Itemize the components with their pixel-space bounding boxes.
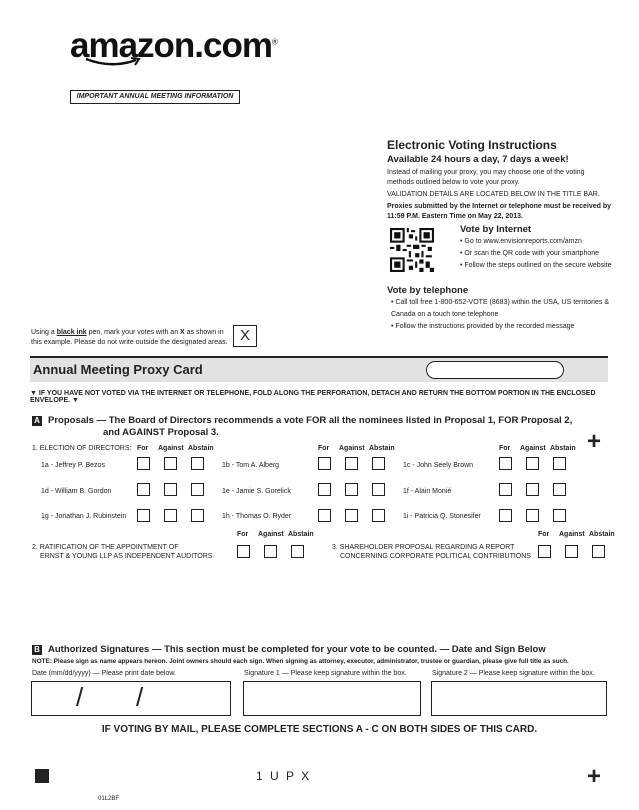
section-a-letter: A — [32, 416, 42, 426]
proposal-2-label: 2. RATIFICATION OF THE APPOINTMENT OF ERNST & YOUNG LLP AS INDEPENDENT AUDITORS — [32, 544, 213, 560]
internet-bullet: • Go to www.envisionreports.com/amzn — [460, 238, 582, 245]
vote-checkbox-abstain[interactable] — [191, 457, 204, 470]
vote-checkbox-for[interactable] — [318, 509, 331, 522]
date-label: Date (mm/dd/yyyy) — Please print date below. — [32, 670, 176, 677]
vote-checkbox-abstain[interactable] — [372, 483, 385, 496]
proposal-2-for-checkbox[interactable] — [237, 545, 250, 558]
telephone-bullet: • Call toll free 1-800-652-VOTE (8683) within the USA, US territories & Canada on a touch tone telephone — [391, 299, 609, 318]
section-b-letter: B — [32, 645, 42, 655]
vote-checkbox-for[interactable] — [318, 457, 331, 470]
vote-checkbox-for[interactable] — [137, 509, 150, 522]
section-a-title-1: Proposals — The Board of Directors recommends a vote FOR all the nominees listed in Proposal 1, FOR Proposal 2, — [48, 415, 573, 426]
nominee-label: 1a - Jeffrey P. Bezos — [41, 462, 105, 469]
plus-icon: + — [587, 763, 602, 790]
signature-2-field[interactable] — [431, 681, 607, 716]
date-field[interactable] — [31, 681, 231, 716]
nominee-label: 1b - Tom A. Alberg — [222, 462, 280, 469]
col-against: Against — [258, 531, 284, 538]
registration-mark — [35, 769, 49, 783]
col-for: For — [137, 445, 149, 452]
nominee-label: 1d - William B. Gordon — [41, 488, 112, 495]
evi-availability: Available 24 hours a day, 7 days a week! — [387, 154, 569, 165]
evi-deadline: Proxies submitted by the Internet or telephone must be received by 11:59 P.M. Eastern Time on May 22, 2013. — [387, 203, 612, 220]
vote-checkbox-against[interactable] — [164, 483, 177, 496]
proposal-3-abstain-checkbox[interactable] — [592, 545, 605, 558]
internet-bullets — [460, 236, 612, 272]
arrow-down-icon: ▼ — [30, 390, 37, 397]
election-label: 1. ELECTION OF DIRECTORS: — [32, 445, 132, 452]
proposal-3-for-checkbox[interactable] — [538, 545, 551, 558]
example-mark-box: X — [233, 325, 257, 347]
col-abstain: Abstain — [589, 531, 615, 538]
col-for: For — [318, 445, 330, 452]
evi-intro: Instead of mailing your proxy, you may choose one of the voting methods outlined below to vote your proxy. — [387, 169, 585, 186]
vote-checkbox-against[interactable] — [526, 483, 539, 496]
nominee-label: 1i - Patricia Q. Stonesifer — [403, 513, 481, 520]
vote-checkbox-for[interactable] — [499, 457, 512, 470]
amazon-smile-icon — [84, 56, 144, 68]
vote-checkbox-abstain[interactable] — [553, 509, 566, 522]
col-against: Against — [339, 445, 365, 452]
vote-checkbox-abstain[interactable] — [553, 457, 566, 470]
upx-code: 1 U P X — [256, 769, 312, 783]
signature-2-label: Signature 2 — Please keep signature within the box. — [432, 670, 595, 677]
vote-checkbox-for[interactable] — [137, 483, 150, 496]
vote-checkbox-abstain[interactable] — [191, 483, 204, 496]
date-slash: / — [136, 682, 144, 712]
col-against: Against — [158, 445, 184, 452]
section-a-title-2: and AGAINST Proposal 3. — [103, 427, 219, 438]
col-abstain: Abstain — [288, 531, 314, 538]
vote-checkbox-for[interactable] — [137, 457, 150, 470]
proposal-2-abstain-checkbox[interactable] — [291, 545, 304, 558]
proposal-2-against-checkbox[interactable] — [264, 545, 277, 558]
section-b-title: Authorized Signatures — This section must be completed for your vote to be counted. — Date and Sign Below — [48, 644, 546, 655]
nominee-label: 1h - Thomas O. Ryder — [222, 513, 292, 520]
fold-notice: ▼ IF YOU HAVE NOT VOTED VIA THE INTERNET OR TELEPHONE, FOLD ALONG THE PERFORATION, DETACH AND RETURN THE BOTTOM PORTION IN THE ENCLOSED ENVELOPE. ▼ — [30, 390, 596, 404]
signature-1-label: Signature 1 — Please keep signature within the box. — [244, 670, 407, 677]
nominee-label: 1f - Alain Monié — [403, 488, 452, 495]
vote-checkbox-abstain[interactable] — [372, 457, 385, 470]
evi-title: Electronic Voting Instructions — [387, 138, 557, 152]
meeting-info-box: IMPORTANT ANNUAL MEETING INFORMATION — [70, 90, 240, 104]
signature-1-field[interactable] — [243, 681, 421, 716]
vote-checkbox-against[interactable] — [164, 457, 177, 470]
arrow-down-icon: ▼ — [72, 397, 79, 404]
col-against: Against — [520, 445, 546, 452]
col-against: Against — [559, 531, 585, 538]
vote-checkbox-against[interactable] — [526, 457, 539, 470]
col-for: For — [538, 531, 550, 538]
vote-checkbox-for[interactable] — [318, 483, 331, 496]
date-slash: / — [76, 682, 84, 712]
col-abstain: Abstain — [188, 445, 214, 452]
amazon-logo: amazon.com® — [70, 26, 277, 65]
vote-checkbox-against[interactable] — [526, 509, 539, 522]
col-for: For — [237, 531, 249, 538]
nominee-label: 1c - John Seely Brown — [403, 462, 474, 469]
col-abstain: Abstain — [550, 445, 576, 452]
telephone-bullet: • Follow the instructions provided by the recorded message — [391, 323, 575, 330]
qr-code-icon — [390, 228, 434, 272]
vote-checkbox-against[interactable] — [345, 509, 358, 522]
vote-checkbox-abstain[interactable] — [553, 483, 566, 496]
vote-checkbox-abstain[interactable] — [372, 509, 385, 522]
col-for: For — [499, 445, 511, 452]
proposal-3-label: 3. SHAREHOLDER PROPOSAL REGARDING A REPORT CONCERNING CORPORATE POLITICAL CONTRIBUTIONS — [332, 544, 531, 560]
validation-oval — [426, 361, 564, 379]
nominee-label: 1e - Jamie S. Gorelick — [222, 488, 291, 495]
vote-checkbox-for[interactable] — [499, 509, 512, 522]
vote-checkbox-against[interactable] — [345, 483, 358, 496]
telephone-bullets — [391, 297, 616, 333]
vote-telephone-title: Vote by telephone — [387, 285, 469, 296]
proposal-3-against-checkbox[interactable] — [565, 545, 578, 558]
marking-instruction: Using a black ink pen, mark your votes with an X as shown in this example. Please do not write outside the designated areas. — [31, 329, 228, 346]
plus-icon: + — [587, 428, 602, 455]
internet-bullet: • Follow the steps outlined on the secure website — [460, 262, 612, 269]
vote-checkbox-for[interactable] — [499, 483, 512, 496]
vote-internet-title: Vote by Internet — [460, 224, 532, 235]
vote-checkbox-against[interactable] — [345, 457, 358, 470]
vote-checkbox-abstain[interactable] — [191, 509, 204, 522]
nominee-label: 1g - Jonathan J. Rubinstein — [41, 513, 127, 520]
evi-validation: VALIDATION DETAILS ARE LOCATED BELOW IN THE TITLE BAR. — [387, 191, 600, 198]
section-b-note: NOTE: Please sign as name appears hereon. Joint owners should each sign. When signing as attorney, executor, administrator, trustee or guardian, please give full title as such. — [32, 658, 569, 665]
proxy-card-title: Annual Meeting Proxy Card — [33, 362, 203, 377]
col-abstain: Abstain — [369, 445, 395, 452]
internet-bullet: • Or scan the QR code with your smartphone — [460, 250, 600, 257]
form-code: 01L2BF — [98, 796, 120, 802]
mail-notice: IF VOTING BY MAIL, PLEASE COMPLETE SECTIONS A - C ON BOTH SIDES OF THIS CARD. — [101, 724, 538, 735]
vote-checkbox-against[interactable] — [164, 509, 177, 522]
